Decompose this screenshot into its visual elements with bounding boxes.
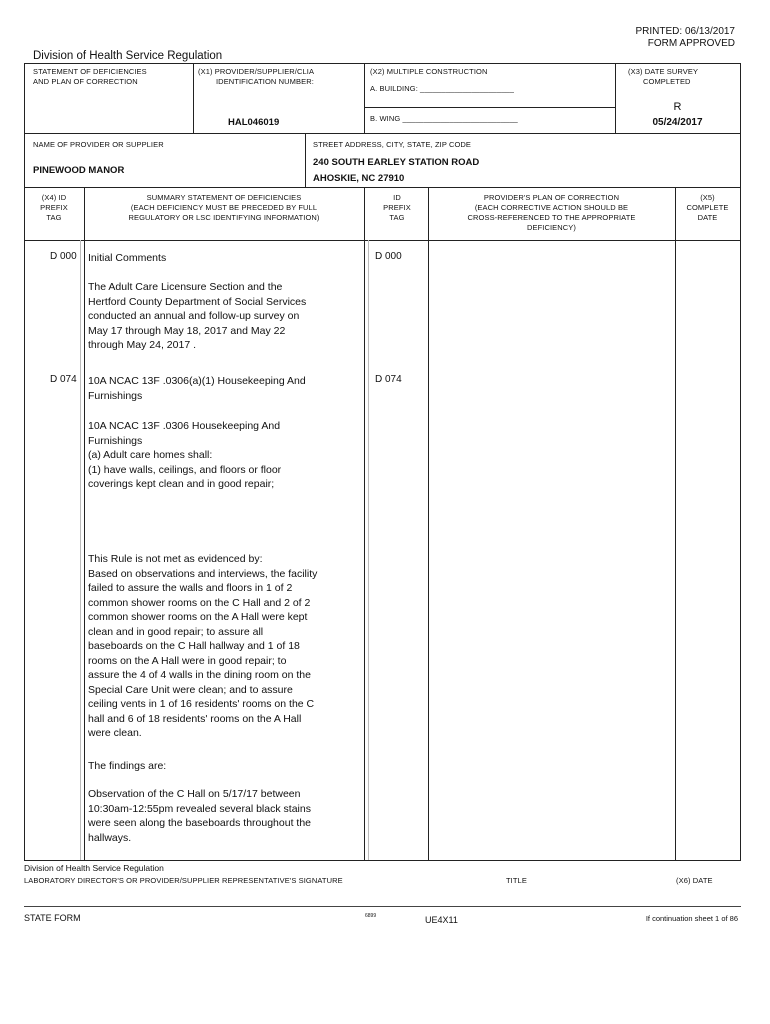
- x2-label: (X2) MULTIPLE CONSTRUCTION: [370, 67, 488, 76]
- findings-heading: The findings are:: [88, 760, 167, 772]
- x2-building: A. BUILDING: ______________________: [370, 84, 515, 93]
- initial-comments-heading: Initial Comments: [88, 252, 167, 264]
- title-label: TITLE: [506, 876, 527, 885]
- observation-paragraph: Observation of the C Hall on 5/17/17 between 10:30am-12:55pm revealed several black stains were seen along the baseboards throughout the hallways.: [88, 788, 311, 844]
- division-title: Division of Health Service Regulation: [33, 50, 223, 62]
- statement-label-1: STATEMENT OF DEFICIENCIES: [33, 67, 147, 76]
- col-x4-header: (X4) ID PREFIX TAG: [40, 193, 68, 222]
- col-x5-header: (X5) COMPLETE DATE: [686, 193, 729, 222]
- survey-intro-paragraph: The Adult Care Licensure Section and the Hertford County Department of Social Services conducted an annual and follow-up survey on May 17 through May 18, 2017 and May 22 through May 24, 2017 .: [88, 281, 307, 351]
- provider-name: PINEWOOD MANOR: [33, 165, 125, 176]
- tag-d074: D 074: [50, 374, 77, 385]
- statement-label-2: AND PLAN OF CORRECTION: [33, 77, 138, 86]
- printed-date: PRINTED: 06/13/2017: [635, 26, 735, 37]
- x3-r: R: [673, 101, 682, 113]
- col-id-header: ID PREFIX TAG: [383, 193, 411, 222]
- address-line-1: 240 SOUTH EARLEY STATION ROAD: [313, 157, 480, 168]
- signature-label: LABORATORY DIRECTOR'S OR PROVIDER/SUPPLIER REPRESENTATIVE'S SIGNATURE: [24, 876, 343, 885]
- footer-division: Division of Health Service Regulation: [24, 863, 164, 873]
- tag-d000: D 000: [50, 251, 77, 262]
- date-label: (X6) DATE: [676, 876, 713, 885]
- form-approved: FORM APPROVED: [647, 38, 735, 49]
- regulation-text: 10A NCAC 13F .0306 Housekeeping And Furnishings (a) Adult care homes shall: (1) have walls, ceilings, and floors or floor coverings kept clean and in good repair;: [88, 420, 282, 490]
- address-line-2: AHOSKIE, NC 27910: [313, 173, 405, 184]
- form-code: 6899: [365, 913, 377, 919]
- finding-paragraph: This Rule is not met as evidenced by: Based on observations and interviews, the facility failed to assure the walls and floors in 1 of 2 common shower rooms on the C Hall and 2 of 2 common shower rooms on the A Hall were kept clean and in good repair; to assure all baseboards on the C Hall hallway and 1 of 18 rooms on the A Hall were in good repair; to assure the 4 of 4 walls in the dining room on the Special Care Unit were clean; and to assure ceiling vents in 1 of 16 residents' rooms on the C hall and 6 of 18 residents' rooms on the A Hall were clean.: [88, 553, 318, 739]
- event-id: UE4X11: [425, 915, 458, 925]
- state-form-label: STATE FORM: [24, 913, 81, 923]
- regulation-heading: 10A NCAC 13F .0306(a)(1) Housekeeping And Furnishings: [88, 375, 306, 402]
- col-summary-header: SUMMARY STATEMENT OF DEFICIENCIES (EACH DEFICIENCY MUST BE PRECEDED BY FULL REGULATORY OR LSC IDENTIFYING INFORMATION): [128, 193, 320, 222]
- id-d074: D 074: [375, 374, 402, 385]
- x1-label-1: (X1) PROVIDER/SUPPLIER/CLIA: [198, 67, 315, 76]
- survey-date: 05/24/2017: [652, 117, 703, 128]
- x2-wing: B. WING ___________________________: [370, 114, 518, 123]
- continuation-sheet: If continuation sheet 1 of 86: [645, 914, 738, 923]
- address-label: STREET ADDRESS, CITY, STATE, ZIP CODE: [313, 140, 472, 149]
- provider-name-label: NAME OF PROVIDER OR SUPPLIER: [33, 140, 164, 149]
- provider-id: HAL046019: [228, 117, 280, 128]
- x1-label-2: IDENTIFICATION NUMBER:: [216, 77, 314, 86]
- id-d000: D 000: [375, 251, 402, 262]
- x3-label-1: (X3) DATE SURVEY: [628, 67, 699, 76]
- x3-label-2: COMPLETED: [643, 77, 691, 86]
- col-plan-header: PROVIDER'S PLAN OF CORRECTION (EACH CORRECTIVE ACTION SHOULD BE CROSS-REFERENCED TO THE APPROPRIATE DEFICIENCY): [467, 193, 636, 232]
